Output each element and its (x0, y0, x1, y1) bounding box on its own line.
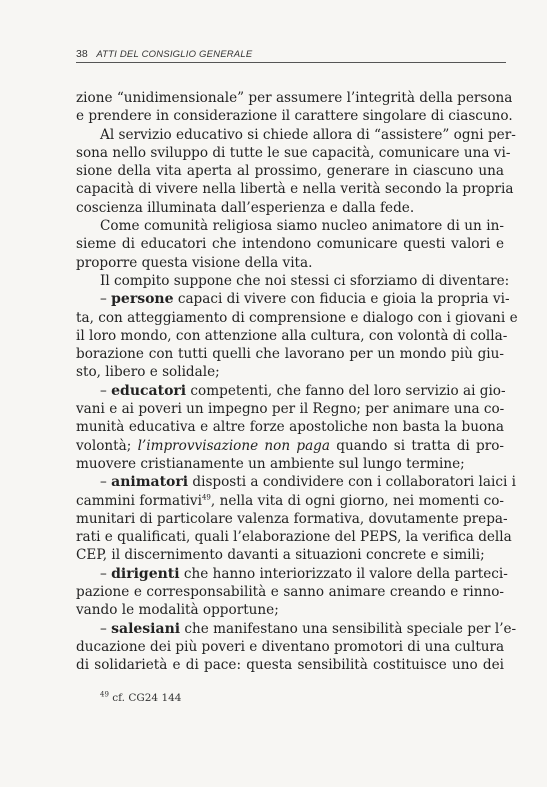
line-text: proporre questa visione della vita. (76, 254, 313, 271)
text-line (76, 345, 504, 363)
line-text: di solidarietà e di pace: questa sensibilità costituisce uno dei (76, 657, 504, 674)
line-text: sieme di educatori che intendono comunicare questi valori e (76, 236, 504, 253)
text-line (76, 327, 508, 345)
line-text: ta, con atteggiamento di comprensione e dialogo con i giovani e (76, 309, 518, 326)
text-line (76, 162, 504, 180)
bold-term: animatori (111, 474, 189, 491)
line-text: munità educativa e altre forze apostoliche non basta la buona (76, 419, 504, 436)
list-dash: – (100, 291, 112, 308)
line-text: borazione con tutti quelli che lavorano per un mondo più giu- (76, 346, 504, 363)
text-line (76, 528, 512, 546)
line-text: zione “unidimensionale” per assumere l’integrità della persona (76, 90, 513, 106)
footnote-text: cf. CG24 144 (108, 692, 182, 704)
text-line (76, 638, 504, 656)
text-line (76, 473, 516, 491)
line-text: muovere cristianamente un ambiente sul lungo termine; (76, 455, 465, 472)
text-line (76, 272, 510, 290)
line-text: capaci di vivere con fiducia e gioia la propria vi- (173, 291, 510, 308)
line-text: cammini formativi (76, 492, 202, 509)
text-line (76, 363, 504, 381)
text-line (76, 601, 504, 619)
text-line (76, 382, 504, 400)
text-line (76, 217, 504, 235)
line-text: che manifestano una sensibilità speciale per l’e- (180, 620, 517, 637)
text-line (76, 656, 504, 674)
text-line (76, 180, 514, 198)
list-dash: – (100, 474, 112, 491)
text-line (76, 418, 504, 436)
line-text: che hanno interiorizzato il valore della parteci- (179, 565, 508, 582)
bold-term: educatori (111, 382, 187, 399)
text-line (76, 144, 511, 162)
text-line (76, 89, 513, 107)
line-text: vando le modalità opportune; (76, 602, 279, 619)
list-dash: – (100, 382, 112, 399)
line-text: ducazione dei più poveri e diventano promotori di una cultura (76, 638, 505, 655)
bold-term: persone (111, 291, 174, 308)
text-line (76, 309, 518, 327)
running-title: ATTI DEL CONSIGLIO GENERALE (96, 49, 253, 60)
bold-term: salesiani (111, 620, 181, 637)
text-line (76, 510, 508, 528)
line-text-cont: quando si tratta di pro- (330, 437, 504, 454)
line-text: CEP, il discernimento davanti a situazioni concrete e simili; (76, 547, 485, 564)
text-line (76, 235, 504, 253)
list-dash: – (100, 620, 112, 637)
italic-phrase: l’improvvisazione non paga (137, 437, 330, 454)
line-text: volontà; (76, 437, 138, 454)
line-text: sona nello sviluppo di tutte le sue capacità, comunicare una vi- (76, 144, 511, 161)
text-line (76, 290, 510, 308)
line-text: sto, libero e solidale; (76, 364, 220, 381)
footnote-ref: 49 (201, 493, 211, 501)
line-text: capacità di vivere nella libertà e nella verità secondo la propria (76, 181, 514, 198)
text-line (76, 565, 508, 583)
bold-term: dirigenti (111, 565, 180, 582)
text-line (76, 437, 504, 455)
text-line (76, 254, 504, 272)
text-line (76, 199, 504, 217)
text-line (76, 400, 504, 418)
text-line (76, 492, 504, 510)
line-text: disposti a condividere con i collaboratori laici i (188, 474, 516, 491)
line-text: Come comunità religiosa siamo nucleo animatore di un in- (100, 218, 504, 235)
line-text: pazione e corresponsabilità e sanno animare creando e rinno- (76, 584, 504, 601)
page-number: 38 (76, 48, 88, 60)
footnote-mark: 49 (100, 690, 109, 699)
text-line (76, 546, 504, 564)
text-line (76, 126, 516, 144)
text-line (76, 455, 504, 473)
text-line (76, 107, 513, 125)
line-text: coscienza illuminata dall’esperienza e dalla fede. (76, 199, 415, 216)
text-line (76, 583, 504, 601)
running-header (76, 48, 506, 63)
line-text: competenti, che fanno del loro servizio ai gio- (186, 382, 506, 399)
body-text (76, 89, 518, 675)
line-text: sione della vita aperta al prossimo, generare in ciascuno una (76, 163, 504, 180)
footnote (100, 692, 182, 704)
line-text: munitari di particolare valenza formativa, dovutamente prepa- (76, 510, 508, 527)
line-text-cont: , nella vita di ogni giorno, nei momenti co- (210, 492, 504, 509)
line-text: e prendere in considerazione il carattere singolare di ciascuno. (76, 108, 513, 125)
line-text: il loro mondo, con attenzione alla cultura, con volontà di colla- (76, 327, 508, 344)
line-text: rati e qualificati, quali l’elaborazione del PEPS, la verifica della (76, 529, 512, 546)
list-dash: – (100, 565, 112, 582)
line-text: vani e ai poveri un impegno per il Regno; per animare una co- (76, 401, 505, 418)
line-text: Al servizio educativo si chiede allora di “assistere” ogni per- (100, 126, 516, 143)
line-text: Il compito suppone che noi stessi ci sforziamo di diventare: (100, 272, 510, 289)
text-line (76, 620, 517, 638)
